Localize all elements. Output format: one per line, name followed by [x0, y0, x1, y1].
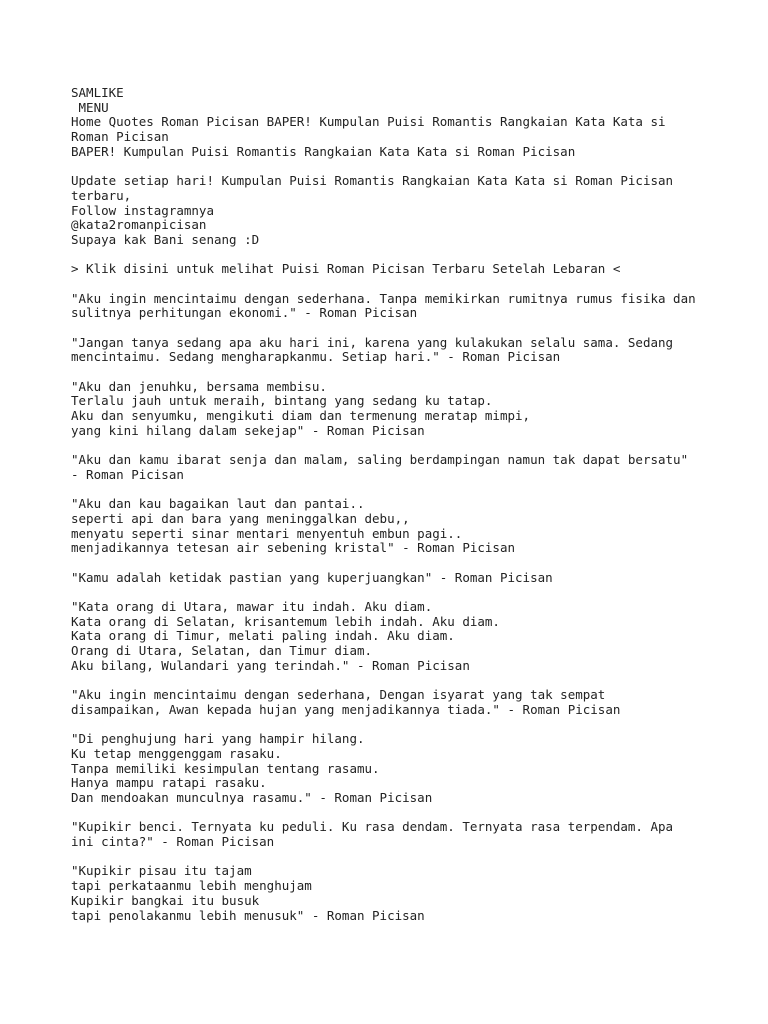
spacer [71, 806, 721, 821]
intro-block [71, 174, 721, 247]
spacer [71, 277, 721, 292]
quote-line: disampaikan, Awan kepada hujan yang menjadikannya tiada." - Roman Picisan [71, 701, 621, 717]
quote-line: Orang di Utara, Selatan, dan Timur diam. [71, 643, 373, 659]
intro-line: terbaru, [71, 187, 132, 203]
spacer [71, 674, 721, 689]
quote-line: "Aku dan kau bagaikan laut dan pantai.. [71, 496, 365, 512]
breadcrumb-line-1[interactable]: Home Quotes Roman Picisan BAPER! Kumpulan Puisi Romantis Rangkaian Kata Kata si [71, 114, 666, 130]
quote-line: "Aku dan jenuhku, bersama membisu. [71, 378, 327, 394]
quote-line: Dan mendoakan munculnya rasamu." - Roman Picisan [71, 790, 433, 805]
spacer [71, 248, 721, 263]
quote-line: Kata orang di Timur, melati paling indah. Aku diam. [71, 628, 455, 644]
spacer [71, 585, 721, 600]
quote-line: tapi perkataanmu lebih menghujam [71, 878, 312, 894]
quote-block [71, 380, 721, 439]
quote-block [71, 600, 721, 673]
quote-line: mencintaimu. Sedang mengharapkanmu. Setiap hari." - Roman Picisan [71, 349, 561, 365]
page-title: BAPER! Kumpulan Puisi Romantis Rangkaian Kata Kata si Roman Picisan [71, 143, 576, 159]
quote-line: Ku tetap menggenggam rasaku. [71, 745, 282, 761]
intro-line: Update setiap hari! Kumpulan Puisi Romantis Rangkaian Kata Kata si Roman Picisan [71, 173, 674, 189]
spacer [71, 321, 721, 336]
quote-line: yang kini hilang dalam sekejap" - Roman Picisan [71, 422, 425, 438]
quote-line: "Aku dan kamu ibarat senja dan malam, saling berdampingan namun tak dapat bersatu" [71, 452, 689, 468]
quote-line: "Kamu adalah ketidak pastian yang kuperjuangkan" - Roman Picisan [71, 569, 553, 585]
quote-list [71, 292, 721, 924]
quote-line: "Kupikir benci. Ternyata ku peduli. Ku rasa dendam. Ternyata rasa terpendam. Apa [71, 819, 674, 835]
quote-block [71, 864, 721, 923]
quote-line: sulitnya perhitungan ekonomi." - Roman Picisan [71, 305, 418, 321]
quote-line: Kata orang di Selatan, krisantemum lebih indah. Aku diam. [71, 613, 500, 629]
quote-line: menjadikannya tetesan air sebening kristal" - Roman Picisan [71, 540, 516, 556]
quote-line: Terlalu jauh untuk meraih, bintang yang sedang ku tatap. [71, 393, 493, 409]
quote-block [71, 292, 721, 321]
quote-line: Hanya mampu ratapi rasaku. [71, 775, 267, 791]
quote-block [71, 453, 721, 482]
quote-block [71, 820, 721, 849]
quote-block [71, 688, 721, 717]
site-name[interactable]: SAMLIKE [71, 85, 124, 100]
quote-line: "Aku ingin mencintaimu dengan sederhana, Dengan isyarat yang tak sempat [71, 687, 606, 703]
quote-line: menyatu seperti sinar mentari menyentuh embun pagi.. [71, 525, 463, 541]
quote-line: - Roman Picisan [71, 466, 184, 482]
quote-block [71, 336, 721, 365]
quote-line: Tanpa memiliki kesimpulan tentang rasamu. [71, 760, 380, 776]
quote-line: Aku dan senyumku, mengikuti diam dan termenung meratap mimpi, [71, 408, 531, 424]
document-page [71, 86, 721, 923]
menu-button[interactable]: MENU [71, 99, 109, 115]
quote-block [71, 732, 721, 805]
intro-line: Follow instagramnya [71, 202, 214, 218]
spacer [71, 159, 721, 174]
spacer [71, 718, 721, 733]
quote-line: seperti api dan bara yang meninggalkan debu,, [71, 510, 410, 526]
quote-line: "Di penghujung hari yang hampir hilang. [71, 731, 365, 747]
spacer [71, 556, 721, 571]
quote-block [71, 497, 721, 556]
spacer [71, 483, 721, 498]
quote-line: "Kupikir pisau itu tajam [71, 863, 252, 879]
spacer [71, 850, 721, 865]
intro-line: Supaya kak Bani senang :D [71, 231, 260, 247]
quote-line: "Aku ingin mencintaimu dengan sederhana. Tanpa memikirkan rumitnya rumus fisika dan [71, 290, 696, 306]
quote-line: "Jangan tanya sedang apa aku hari ini, karena yang kulakukan selalu sama. Sedang [71, 334, 674, 350]
instagram-handle[interactable]: @kata2romanpicisan [71, 217, 207, 233]
quote-line: ini cinta?" - Roman Picisan [71, 834, 275, 850]
quote-line: "Kata orang di Utara, mawar itu indah. Aku diam. [71, 599, 433, 615]
quote-line: Aku bilang, Wulandari yang terindah." - Roman Picisan [71, 657, 470, 673]
spacer [71, 365, 721, 380]
quote-line: tapi penolakanmu lebih menusuk" - Roman Picisan [71, 907, 425, 923]
latest-poems-link[interactable]: > Klik disini untuk melihat Puisi Roman Picisan Terbaru Setelah Lebaran < [71, 261, 621, 277]
spacer [71, 439, 721, 454]
breadcrumb-line-2[interactable]: Roman Picisan [71, 129, 169, 145]
quote-block [71, 571, 721, 586]
quote-line: Kupikir bangkai itu busuk [71, 892, 260, 908]
